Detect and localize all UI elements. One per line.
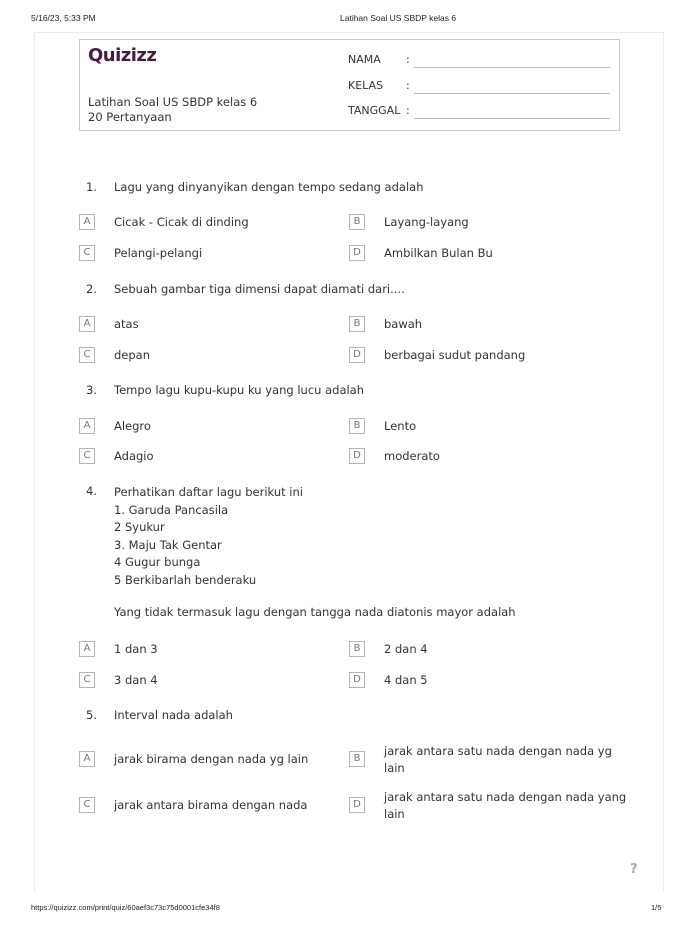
option-letter-box: A	[79, 641, 95, 657]
page-number: 1/5	[651, 903, 662, 912]
option-letter-box: A	[79, 418, 95, 434]
name-label: NAMA	[348, 53, 381, 66]
option-letter-box: D	[349, 797, 365, 813]
song-list-item: 5 Berkibarlah benderaku	[114, 572, 257, 587]
option-letter-box: A	[79, 214, 95, 230]
option-text: Ambilkan Bulan Bu	[384, 246, 493, 260]
date-field: TANGGAL :	[348, 104, 406, 117]
option-letter-box: B	[349, 751, 365, 767]
option-text: depan	[114, 348, 151, 362]
question-count: 20 Pertanyaan	[88, 110, 172, 124]
date-line	[414, 118, 610, 119]
option-text: jarak birama dengan nada yg lain	[114, 752, 309, 766]
option-letter-box: A	[79, 316, 95, 332]
option-text: 1 dan 3	[114, 642, 158, 656]
question-line: Perhatikan daftar lagu berikut ini	[114, 485, 303, 499]
print-header	[0, 13, 696, 27]
quizizz-logo: Quizizz	[88, 45, 157, 66]
option-text: jarak antara satu nada dengan nada yang lain	[384, 790, 627, 821]
option-text: bawah	[384, 317, 423, 331]
song-list-item: 4 Gugur bunga	[114, 555, 201, 569]
option-letter-box: D	[349, 672, 365, 688]
option-text: Pelangi-pelangi	[114, 246, 203, 260]
class-field: KELAS :	[348, 79, 406, 92]
option-text: jarak antara birama dengan nada	[114, 798, 308, 812]
question-number: 3.	[86, 383, 97, 397]
question-text	[114, 484, 614, 589]
question-text: Lagu yang dinyanyikan dengan tempo sedang adalah	[114, 180, 424, 194]
option-text: Lento	[384, 419, 417, 433]
question-text: Sebuah gambar tiga dimensi dapat diamati dari....	[114, 282, 405, 296]
date-label: TANGGAL	[348, 104, 401, 117]
page-url: https://quizizz.com/print/quiz/60aef3c73c75d0001cfe34f8	[31, 903, 220, 912]
name-line	[414, 67, 610, 68]
question-number: 1.	[86, 180, 97, 194]
option-letter-box: B	[349, 418, 365, 434]
option-text: moderato	[384, 449, 440, 463]
song-list-item: 1. Garuda Pancasila	[114, 502, 229, 517]
question-number: 5.	[86, 708, 97, 722]
question-number: 2.	[86, 282, 97, 296]
question-number: 4.	[86, 484, 97, 498]
question-prompt: Yang tidak termasuk lagu dengan tangga nada diatonis mayor adalah	[114, 605, 516, 619]
option-text: atas	[114, 317, 139, 331]
help-icon[interactable]: ?	[630, 862, 638, 877]
class-line	[414, 93, 610, 94]
option-letter-box: B	[349, 641, 365, 657]
option-letter-box: D	[349, 448, 365, 464]
option-letter-box: C	[79, 797, 95, 813]
option-letter-box: C	[79, 448, 95, 464]
option-letter-box: D	[349, 347, 365, 363]
option-text: Cicak - Cicak di dinding	[114, 215, 249, 229]
option-text: Alegro	[114, 419, 151, 433]
option-text: Layang-layang	[384, 215, 469, 229]
option-text: 2 dan 4	[384, 642, 428, 656]
option-letter-box: B	[349, 316, 365, 332]
option-letter-box: C	[79, 672, 95, 688]
print-datetime: 5/16/23, 5:33 PM	[31, 13, 96, 23]
option-letter-box: A	[79, 751, 95, 767]
question-text: Interval nada adalah	[114, 708, 233, 722]
option-letter-box: B	[349, 214, 365, 230]
class-label: KELAS	[348, 79, 384, 92]
option-text: 3 dan 4	[114, 673, 158, 687]
option-text: 4 dan 5	[384, 673, 428, 687]
option-text: berbagai sudut pandang	[384, 348, 526, 362]
worksheet-info-box	[79, 39, 620, 131]
option-letter-box: D	[349, 245, 365, 261]
option-text: jarak antara satu nada dengan nada yg lain	[384, 744, 612, 775]
quiz-title: Latihan Soal US SBDP kelas 6	[88, 95, 258, 109]
option-text: Adagio	[114, 449, 154, 463]
option-letter-box: C	[79, 245, 95, 261]
question-text: Tempo lagu kupu-kupu ku yang lucu adalah	[114, 383, 365, 397]
print-title: Latihan Soal US SBDP kelas 6	[340, 13, 457, 23]
song-list-item: 2 Syukur	[114, 520, 165, 534]
option-letter-box: C	[79, 347, 95, 363]
song-list-item: 3. Maju Tak Gentar	[114, 537, 222, 552]
name-field: NAMA :	[348, 53, 406, 66]
